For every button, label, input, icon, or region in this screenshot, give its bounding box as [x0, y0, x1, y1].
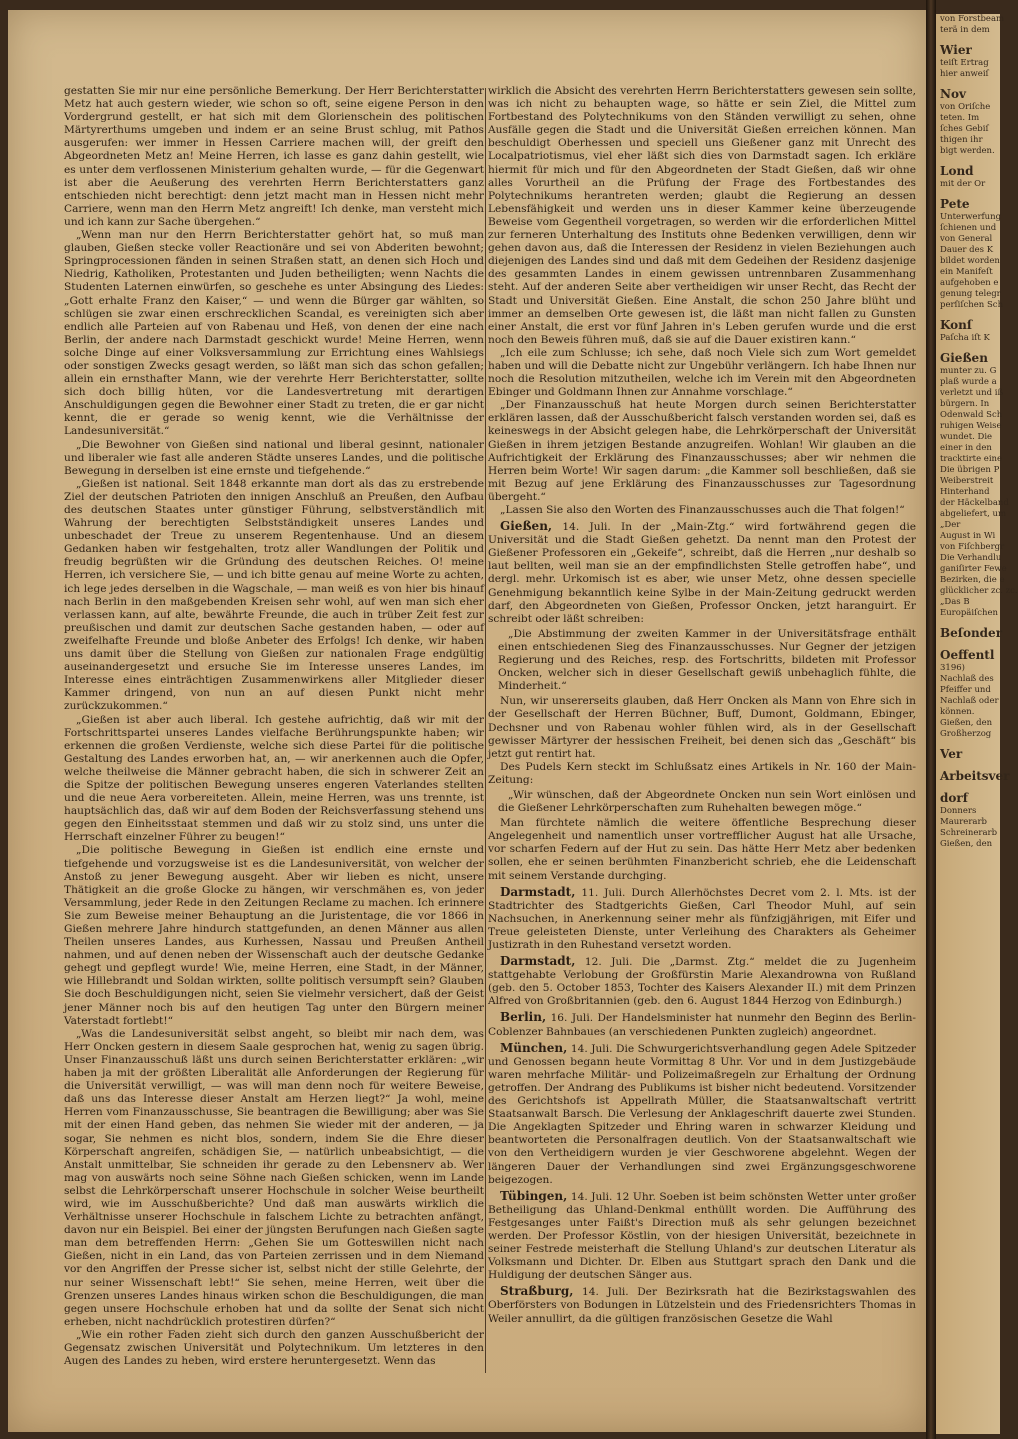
paragraph: „Was die Landesuniversität selbst angeht, so bleibt mir nach dem, was Herr Oncken gestern in diesem Saale gesprochen hat, wenig zu sagen übrig. Unser Finanzausschuß läßt uns durch seinen Berichterstatter erklären: „wir haben ja mit der größten Liberalität alle Anforderungen der Regierung für die Universität verwilligt, — was will man denn noch für weitere Beweise, daß uns das Interesse dieser Anstalt am Herzen liegt?“ Ja wohl, meine Herren vom Finanzausschusse, Sie beantragen die Bewilligung; aber was Sie mit der einen Hand geben, das nehmen Sie wieder mit der anderen, — ja sogar, Sie nehmen es nicht blos, sondern, indem Sie die Ehre dieser Körperschaft angreifen, schädigen Sie, — natürlich unbeabsichtigt, — die Anstalt unmittelbar, Sie schneiden ihr gerade zu den Lebensnerv ab. Wer mag von auswärts noch seine Söhne nach Gießen schicken, wenn im Lande selbst die Lehrkörperschaft unserer Hochschule in solcher Weise beurtheilt wird, wie im Ausschußberichte? Und daß man auswärts wirklich die Verhältnisse unserer Hochschule in falschem Lichte zu betrachten anfängt, davon nur ein Beispiel. Bei einer der jüngsten Berufungen nach Gießen sagte man dem betreffenden Herrn: „Gehen Sie um Gotteswillen nicht nach Gießen, nicht in ein Land, das von Parteien zerrissen und in dem Niemand vor den Angriffen der Presse sicher ist, selbst nicht der stille Gelehrte, der nur seiner Wissenschaft lebt!“ Sie sehen, meine Herren, weit über die Grenzen unseres Landes hinaus wirken schon die Beschuldigungen, die man gegen unsere Hochschule erhoben hat und da sollte der Senat sich nicht erheben, nicht nachdrücklich protestiren dürfen?“ — [64, 1027, 484, 1328]
binding-gutter — [926, 0, 936, 1439]
adjacent-page-text: glücklicher zc. zc. — [940, 586, 1018, 596]
adjacent-page-text: ruhigen Weise — [940, 421, 1002, 431]
paragraph: Nun, wir unsererseits glauben, daß Herr Oncken als Mann von Ehre sich in der Gesellschaft der Herren Büchner, Buff, Dumont, Goldmann, Ebinger, Dechsner und von Rabenau wohler fühlen wird, als in der Gesellschaft gewisser Märtyrer der hessischen Freiheit, bei denen sich das „Geschäft“ bis jetzt gut rentirt hat. — [488, 695, 916, 760]
dateline-place: Straßburg, — [500, 1284, 574, 1299]
adjacent-page-heading: Beſonder — [940, 626, 1003, 640]
adjacent-page-text: ſches Gebiſ — [940, 124, 989, 134]
adjacent-page-text: thigen ihr — [940, 135, 983, 145]
adjacent-page-text: Schreinerarb — [940, 828, 998, 838]
adjacent-page-text: abgeliefert, um — [940, 509, 1007, 519]
adjacent-page-text: Die übrigen P — [940, 465, 1000, 475]
paragraph: Man fürchtete nämlich die weitere öffentliche Besprechung dieser Angelegenheit und namentlich unser vortrefflicher August hat alle Ursache, vor scharfen Federn auf der Hut zu sein. Das hätte Herr Metz aber bedenken sollen, ehe er seinen berühmten Finanzbericht schrieb, ehe die Leidenschaft mit seinem Verstande durchging. — [488, 817, 916, 882]
adjacent-page-text: bürgern. In — [940, 399, 990, 409]
adjacent-page-text: Bezirken, die e — [940, 575, 1005, 585]
paragraph: wirklich die Absicht des verehrten Herrn Berichterstatters gewesen sein sollte, was ich nicht zu behaupten wage, so hätte er sein Ziel, die Mittel zum Fortbestand des Polytechnikums von den Ständen verwilligt zu sehen, ohne Ausfälle gegen die Stadt und die Universität Gießen erreichen können. Man beschuldigt Oberhessen und speciell uns Gießener ganz mit Unrecht des Localpatriotismus, viel eher läßt sich dies von Darmstadt sagen. Ich erkläre hiermit für mich und für den Abgeordneten der Stadt Gießen, daß wir ohne alles Vorurtheil an die Prüfung der Frage des Fortbestandes des Polytechnikums herantreten werden; glaubt die Regierung an dessen Lebensfähigkeit und werden uns in dieser Kammer keine überzeugende Beweise vom Gegentheil vorgetragen, so werden wir die erforderlichen Mittel zur ferneren Unterhaltung des Instituts ohne Bedenken verwilligen, denn wir gehen davon aus, daß die Interessen der Residenz in vielen Beziehungen auch diejenigen des Landes sind und daß mit dem Gedeihen der Residenz dasjenige des gesammten Landes in einem gewissen untrennbaren Zusammenhang steht. Auf der anderen Seite aber vertheidigen wir unser Recht, das Recht der Stadt und Universität Gießen. Eine Anstalt, die schon 250 Jahre blüht und immer an demselben Orte gewesen ist, die läßt man nicht fallen zu Gunsten einer Anstalt, die erst vor fünf Jahren in's Leben gerufen wurde und die erst noch den Beweis führen muß, daß sie auf die Dauer existiren kann.“ — [488, 85, 916, 346]
adjacent-page-text: „Der — [940, 520, 961, 530]
dateline-place: München, — [500, 1040, 568, 1055]
adjacent-page-text: mit der Or — [940, 179, 986, 189]
adjacent-page-text: ein Manifeſt — [940, 267, 993, 277]
adjacent-page-text: Dauer des K — [940, 245, 994, 255]
paragraph: „Gießen ist aber auch liberal. Ich gestehe aufrichtig, daß wir mit der Fortschrittspartei unseres Landes vielfache Berührungspunkte haben; wir erkennen die großen Verdienste, welche sich diese Partei für die politische Gestaltung des Landes erworben hat, an, — wir anerkennen auch die Opfer, welche theilweise die Männer gebracht haben, die sich in schwerer Zeit an die Spitze der politischen Bewegung unseres engeren Vaterlandes stellten und die neue Aera vorbereiteten. Allein, meine Herren, was uns trennte, ist hauptsächlich das, daß wir auf dem Boden der Reichsverfassung stehend uns gegen den Einheitsstaat stemmen und daß wir zu stolz sind, uns unter die Herrschaft einzelner Führer zu beugen!“ — [64, 713, 484, 844]
paragraph: „Die politische Bewegung in Gießen ist endlich eine ernste und tiefgehende und vorzugsweise ist es die Landesuniversität, von welcher der Anstoß zu jener Bewegung ausgeht. Aber wir lieben es nicht, unsere Thätigkeit an die große Glocke zu hängen, wir verschmähen es, von jeder Versammlung, jeder Rede in den Zeitungen Reclame zu machen. Ich erinnere Sie zum Beweise meiner Behauptung an die Juristentage, die vor 1866 in Gießen mehrere Jahre hindurch stattgefunden, an denen Männer aus allen Theilen unseres Landes, aus Kurhessen, Nassau und Preußen Antheil nahmen, und auf denen neben der Wissenschaft auch der deutsche Gedanke gehegt und gepflegt wurde! Wie, meine Herren, eine Stadt, in der Männer, wie Hillebrandt und Soldan wirkten, sollte politisch versumpft sein? Glauben Sie doch Beschuldigungen nicht, seien Sie vielmehr versichert, daß der Geist jener Männer noch bis auf den heutigen Tag unter den Bürgern meiner Vaterstadt fortlebt!“ — [64, 844, 484, 1027]
adjacent-page-text: Maurerarb — [940, 817, 987, 827]
adjacent-page-heading: Ver — [940, 747, 963, 761]
adjacent-page-text: aufgehoben e — [940, 278, 999, 288]
adjacent-page-text: Großherzog — [940, 729, 992, 739]
news-item-text: 14. Juli. Die Schwurgerichtsverhandlung gegen Adele Spitzeder und Genossen begann heute Vormittag 8 Uhr. Vor und in dem Justizgebäude waren mehrfache Militär- und Polizeimaßregeln zur Erhaltung der Ordnung getroffen. Der Andrang des Publikums ist bisher nicht bedeutend. Vorsitzender des Gerichtshofs ist Appellrath Müller, die Staatsanwaltschaft vertritt Staatsanwalt Barsch. Die Verlesung der Anklageschrift dauerte zwei Stunden. Die Angeklagten Spitzeder und Ehring waren in schwarzer Kleidung und beantworteten die Personalfragen deutlich. Von der Staatsanwaltschaft wie von den Vertheidigern wurden je vier Geschworene abgelehnt. Wegen der längeren Dauer der Verhandlungen sind zwei Ergänzungsgeschworene beigezogen. — [488, 1042, 916, 1186]
dateline-place: Berlin, — [500, 1010, 547, 1025]
adjacent-page-text: „Das B — [940, 597, 970, 607]
newspaper-page — [8, 10, 926, 1432]
adjacent-page-heading: Pete — [940, 197, 970, 211]
adjacent-page-text: Hinterhand — [940, 487, 990, 497]
adjacent-page-text: verletzt und iß — [940, 388, 1004, 398]
adjacent-page-text: Weiberstreit — [940, 476, 994, 486]
news-item — [488, 1190, 916, 1283]
adjacent-page-text: Die Verhandlu — [940, 553, 1002, 563]
adjacent-page-text: Nachlaß des — [940, 674, 994, 684]
adjacent-page-text: teten. Im — [940, 113, 980, 123]
adjacent-page-text: bildet worden — [940, 256, 1000, 266]
adjacent-page-edge — [936, 14, 1018, 1434]
adjacent-page-text: von Fiſchbergr — [940, 542, 1005, 552]
adjacent-page-text: Gießen, den — [940, 718, 993, 728]
adjacent-page-text: der Häckelband — [940, 498, 1009, 508]
news-item-text: 12. Juli. Die „Darmst. Ztg.“ meldet die zu Jugenheim stattgehabte Verlobung der Großfürstin Marie Alexandrowna von Rußland (geb. den 5. October 1853, Tochter des Kaisers Alexander II.) mit dem Prinzen Alfred von Großbritannien (geb. den 6. August 1844 Herzog von Edinburgh.) — [488, 956, 916, 1008]
adjacent-page-text: genung telegr — [940, 289, 1001, 299]
paragraph: „Ich eile zum Schlusse; ich sehe, daß noch Viele sich zum Wort gemeldet haben und will die Debatte nicht zur Ungebühr verlängern. Ich habe Ihnen nur noch die Resolution mitzutheilen, welche ich im Verein mit den Abgeordneten Ebinger und Goldmann Ihnen zur Annahme vorschlage.“ — [488, 346, 916, 399]
adjacent-page-heading: Konſ — [940, 318, 973, 332]
adjacent-page-text: Pfeiffer und — [940, 685, 991, 695]
paragraph: „Lassen Sie also den Worten des Finanzausschusses auch die That folgen!“ — [500, 504, 905, 516]
news-item-text: 11. Juli. Durch Allerhöchstes Decret vom 2. l. Mts. ist der Stadtrichter des Stadtgerichts Gießen, Carl Theodor Muhl, auf sein Nachsuchen, in Anerkennung seiner mehr als fünfzigjährigen, mit Eifer und Treue geleisteten Dienste, unter Verleihung des Charakters als Geheimer Justizrath in den Ruhestand versetzt worden. — [488, 886, 916, 951]
paragraph: gestatten Sie mir nur eine persönliche Bemerkung. Der Herr Berichterstatter Metz hat auch gestern wieder, wie schon so oft, seine eigene Person in den Vordergrund gestellt, er hat sich mit dem Glorienschein des politischen Märtyrerthums umgeben und indem er an seine Brust schlug, mit Pathos ausgerufen: wer immer in Hessen Carriere machen will, der greift den Abgeordneten Metz an! Meine Herren, ich lasse es ganz dahin gestellt, wie es unter dem verflossenen Ministerium gehalten wurde, — für die Gegenwart ist aber die Aeußerung des verehrten Herrn Berichterstatters ganz entschieden nicht berechtigt: denn jetzt macht man in Hessen nicht mehr Carriere, wenn man den Herrn Metz angreift! Ich denke, man versteht mich und ich kann zur Sache übergehen.“ — [64, 85, 484, 228]
adjacent-page-text: plaß wurde a — [940, 377, 997, 387]
adjacent-page-text: von Oriſche — [940, 102, 991, 112]
paragraph: „Der Finanzausschuß hat heute Morgen durch seinen Berichterstatter erklären lassen, daß der Ausschußbericht falsch verstanden worden sei, daß es keineswegs in der Absicht gelegen habe, die Lehrkörperschaft der Universität Gießen in ihrem jetzigen Bestande anzugreifen. Wohlan! Wir glauben an die Aufrichtigkeit der Erklärung des Finanzausschusses; aber wir nehmen die Herren beim Worte! Wir sagen darum: „die Kammer soll beschließen, daß sie mit Bezug auf jene Erklärung des Finanzausschusses zur Tagesordnung übergeht.“ — [488, 399, 916, 503]
adjacent-page-text: Europäiſchen — [940, 608, 998, 618]
adjacent-page-text: tracktirte eine — [940, 454, 1003, 464]
adjacent-page-text: terä in dem — [940, 25, 990, 35]
news-item — [488, 1042, 916, 1187]
adjacent-page-text: hier anweiſ — [940, 69, 989, 79]
adjacent-page-text: Donners — [940, 806, 977, 816]
adjacent-page-text: von General — [940, 234, 993, 244]
adjacent-page-text: teiſt Ertrag — [940, 58, 989, 68]
dateline-place: Darmstadt, — [500, 884, 576, 899]
paragraph: „Wie ein rother Faden zieht sich durch den ganzen Ausschußbericht der Gegensatz zwischen Universität und Polytechnikum. Um letzteres in den Augen des Landes zu heben, wird erstere heruntergesetzt. Wenn das — [64, 1328, 484, 1368]
adjacent-page-text: Odenwald Sch — [940, 410, 1003, 420]
paragraph: Des Pudels Kern steckt im Schlußsatz eines Artikels in Nr. 160 der Main-Zeitung: — [488, 760, 916, 786]
adjacent-page-text: können. — [940, 707, 975, 717]
news-item-text: 14. Juli. In der „Main-Ztg.“ wird fortwährend gegen die Universität und die Stadt Gießen gehetzt. Da nennt man den Protest der Gießener Professoren ein „Gekeife“, schreibt, daß die Herren „nur deshalb so laut bellten, weil man sie an der empfindlichsten Stelle getroffen habe“, und dergl. mehr. Urkomisch ist es aber, wie unser Metz, ohne dessen specielle Genehmigung bekanntlich keine Sylbe in der Main-Zeitung gedruckt werden darf, den Abgeordneten von Gießen, Professor Oncken, jetzt haranguirt. Er schreibt oder läßt schreiben: — [488, 521, 916, 625]
left-column — [64, 85, 484, 1375]
paragraph: „Gießen ist national. Seit 1848 erkannte man dort als das zu erstrebende Ziel der deutschen Patrioten den innigen Anschluß an Preußen, den Aufbau des deutschen Staates unter günstiger Führung, selbstverständlich mit Wahrung der berechtigten Selbstständigkeit unseres Landes und unbeschadet der Treue zu unserem Regentenhause. Und an diesem Gedanken haben wir festgehalten, trotz aller Wandlungen der Politik und freudig begrüßten wir die Gründung des deutschen Reiches. O! meine Herren, ich versichere Sie, — und ich bitte genau auf meine Worte zu achten, ich lege jedes derselben in die Wagschale, — man weiß es von hier bis hinauf nach Berlin in den maßgebenden Kreisen sehr wohl, auf wen man sich eher verlassen kann, auf alte, bewährte Freunde, die auch in trüber Zeit fest zur preußischen und damit zur deutschen Sache gestanden haben, — oder auf zweifelhafte Freunde und bloße Anbeter des Erfolgs! Ich denke, wir haben uns damit über die Stellung von Gießen zur nationalen Frage endgültig auseinandergesetzt und ersuche Sie im Interesse unseres Landes, im Interesse eines einträchtigen Zusammenwirkens aller Mitglieder dieser Kammer dringend, von nun an auf diesen Punkt nicht mehr zurückzukommen.“ — [64, 477, 484, 713]
adjacent-page-text: Gießen, den — [940, 839, 993, 849]
adjacent-page-text: Unterwerfung — [940, 212, 1002, 222]
adjacent-page-heading: dorf — [940, 791, 968, 805]
adjacent-page-heading: Wier — [940, 43, 972, 57]
quoted-passage: „Die Abstimmung der zweiten Kammer in der Universitätsfrage enthält einen entschiedenen Sieg des Finanzausschusses. Nur Gegner der jetzigen Regierung und des Reiches, resp. des Fortschritts, bildeten mit Professor Oncken, welcher sich in dieser Gesellschaft gewiß unbehaglich fühlte, die Minderheit.“ — [498, 627, 916, 693]
paragraph: „Die Bewohner von Gießen sind national und liberal gesinnt, nationaler und liberaler wie fast alle anderen Städte unseres Landes, und die politische Bewegung in derselben ist eine ernste und tiefgehende.“ — [64, 438, 484, 477]
adjacent-page-heading: Oeffentl — [940, 648, 995, 662]
quoted-passage: „Wir wünschen, daß der Abgeordnete Oncken nun sein Wort einlösen und die Gießener Lehrkörperschaften zum Ruhehalten bewegen möge.“ — [498, 788, 916, 815]
adjacent-page-heading: Arbeitsver — [940, 769, 1010, 783]
adjacent-page-text: einer in den — [940, 443, 992, 453]
news-item — [488, 520, 916, 626]
adjacent-page-text: August in Wi — [940, 531, 996, 541]
paragraph: „Wenn man nur den Herrn Berichterstatter gehört hat, so muß man glauben, Gießen stecke voller Reactionäre und sei von Abderiten bewohnt; Springprocessionen fänden in seinen Straßen statt, an denen sich Hoch und Niedrig, Katholiken, Protestanten und Juden betheiligten; wenn Nachts die Studenten Laternen einwürfen, so geschehe es unter Absingung des Liedes: „Gott erhalte Franz den Kaiser,“ — und wenn die Bürger gar wählten, so schlügen sie zwar einen erschrecklichen Scandal, es vereinigten sich aber endlich alle Parteien auf von Rabenau und Heß, von denen der eine nach Berlin, der andere nach Darmstadt geschickt wurde! Meine Herren, wenn solche Dinge auf einer Volksversammlung zur Errichtung eines Wahlsiegs oder sonstigen Zwecks gesagt werden, so läßt man sich das schon gefallen; allein ein ernsthafter Mann, wie der verehrte Herr Berichterstatter, sollte sich doch billig hüten, vor die Landesvertretung mit derartigen Anschuldigungen gegen die Bewohner einer Stadt zu treten, die er gar nicht kennt, die er gerade so wenig kennt, wie die Verhältnisse der Landesuniversität.“ — [64, 229, 484, 438]
adjacent-page-text: ganiſirter Fewe — [940, 564, 1007, 574]
adjacent-page-text: ſchienen und — [940, 223, 997, 233]
adjacent-page-text: bigt werden. — [940, 146, 995, 156]
news-item-text: 14. Juli. Der Bezirksrath hat die Bezirkstagswahlen des Oberförsters von Bodungen in Lützelstein und des Friedensrichters Thomas in Weiler annullirt, da die gültigen französischen Gesetze die Wahl — [488, 1286, 916, 1325]
adjacent-page-text: von Forstbeam — [940, 14, 1005, 24]
column-divider — [485, 88, 486, 1373]
news-item-text: 14. Juli. 12 Uhr. Soeben ist beim schönsten Wetter unter großer Betheiligung das Uhland-Denkmal enthüllt worden. Die Aufführung des Festgesanges unter Faißt's Direction muß als sehr gelungen bezeichnet werden. Der Professor Köstlin, von der hiesigen Universität, bezeichnete in seiner Festrede meisterhaft die Stellung Uhland's zur deutschen Literatur als Volksmann und Dichter. Dr. Elben aus Stuttgart sprach den Dank und die Huldigung der deutschen Sänger aus. — [488, 1190, 916, 1282]
right-column — [488, 85, 916, 1375]
news-item-text: 16. Juli. Der Handelsminister hat nunmehr den Beginn des Berlin-Coblenzer Bahnbaues (an verschiedenen Punkten zugleich) angeordnet. — [488, 1012, 916, 1038]
news-item — [488, 955, 916, 1008]
adjacent-page-text: munter zu. G — [940, 366, 997, 376]
dateline-place: Tübingen, — [500, 1188, 568, 1203]
adjacent-page-text: perſiſchen Sch — [940, 300, 1004, 310]
adjacent-page-heading: Gießen — [940, 351, 988, 365]
adjacent-page-text: Paſcha iſt K — [940, 333, 990, 343]
news-item — [488, 1285, 916, 1325]
adjacent-page-heading: Lond — [940, 164, 974, 178]
dateline-place: Gießen, — [500, 519, 553, 534]
news-item — [488, 1011, 916, 1038]
adjacent-page-text: Nachlaß oder — [940, 696, 999, 706]
dateline-place: Darmstadt, — [500, 954, 576, 969]
news-item — [488, 886, 916, 952]
adjacent-page-text: wundet. Die — [940, 432, 993, 442]
adjacent-page-text: 3196) — [940, 663, 965, 673]
adjacent-page-heading: Nov — [940, 87, 966, 101]
